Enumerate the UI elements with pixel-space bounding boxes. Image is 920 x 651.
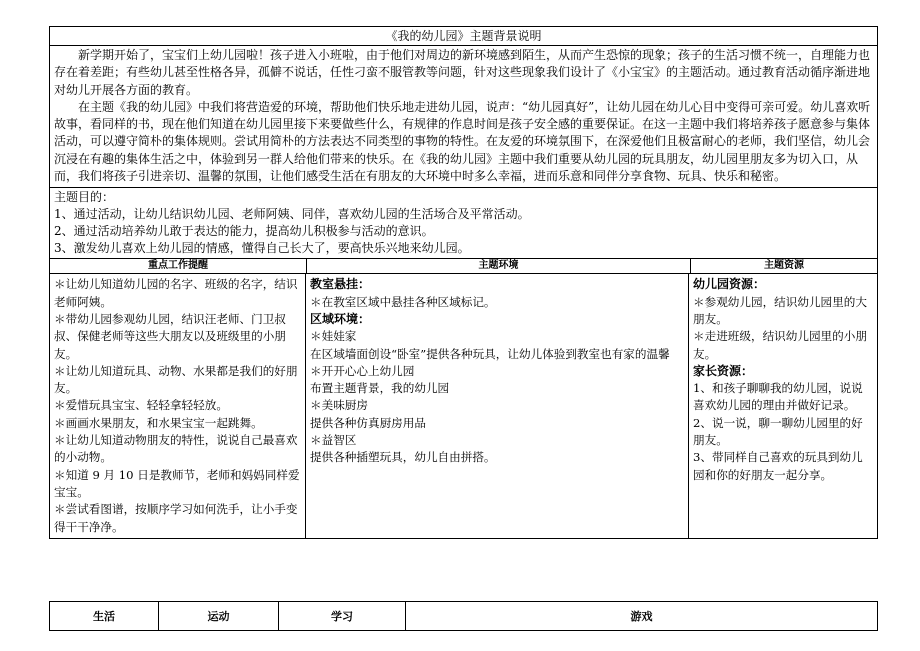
area-name: ＊娃娃家 [310, 329, 357, 344]
wall-item: ＊在教室区域中悬挂各种区域标记。 [310, 294, 496, 309]
area-heading: 区域环境： [310, 311, 371, 326]
area-desc: 提供各种插塑玩具，幼儿自由拼搭。 [310, 450, 496, 465]
resource-item: 2、说一说，聊一聊幼儿园里的好朋友。 [693, 415, 863, 448]
intro-paragraph-2: 在主题《我的幼儿园》中我们将营造爱的环境，帮助他们快乐地走进幼儿园，说声：“幼儿园真好”，让幼儿园在幼儿心目中变得可亲可爱。幼儿喜欢听故事，看同样的书，现在他们知道在幼儿园里接下来要做些什么，有规律的作息时间是孩子安全感的重要保证。在这一主题中我们将培养孩子愿意参与集体活动，可以遵守简朴的集体规则。尝试用简朴的方法表达不同类型的事物的特性。在友爱的环境氛围下，在深爱他们且极富耐心的老师，我们坚信，幼儿会沉浸在有趣的集体生活之中，体验到另一群人给他们带来的快乐。在《我的幼儿园》主题中我们重要从幼儿园的玩具朋友，幼儿园里朋友多为切入口，从而，我们将孩子引进亲切、温馨的氛围，让他们感受生活在有朋友的大环境中时多么幸福，进而乐意和同伴分享食物、玩具、快乐和秘密。 [54, 99, 871, 184]
reminder-item: ＊让幼儿知道玩具、动物、水果都是我们的好朋友。 [54, 363, 298, 396]
resource-item: 1、和孩子聊聊我的幼儿园，说说喜欢幼儿园的理由并做好记录。 [693, 381, 863, 413]
header-key-reminders: 重点工作提醒 [50, 259, 307, 273]
theme-resources-column [689, 274, 877, 538]
area-name: ＊开开心心上幼儿园 [310, 363, 415, 378]
goals-section [50, 188, 877, 259]
reminder-item: ＊爱惜玩具宝宝、轻轻拿轻轻放。 [54, 398, 228, 413]
parent-resources-heading: 家长资源： [693, 363, 754, 378]
reminder-item: ＊带幼儿园参观幼儿园，结识汪老师、门卫叔叔、保健老师等这些大朋友以及班级里的小朋友。 [54, 311, 286, 361]
header-theme-resources: 主题资源 [764, 260, 804, 272]
kindergarten-resources-heading: 幼儿园资源： [693, 277, 766, 292]
reminder-item: ＊画画水果朋友，和水果宝宝一起跳舞。 [54, 415, 263, 430]
goal-item-1: 1、通过活动，让幼儿结识幼儿园、老师阿姨、同伴，喜欢幼儿园的生活场合及平常活动。 [54, 207, 530, 222]
header-theme-environment: 主题环境 [307, 259, 691, 273]
activity-header-table [49, 601, 878, 631]
reminder-item: ＊尝试看图谱，按顺序学习如何洗手，让小手变得干干净净。 [54, 502, 298, 534]
key-reminders-column [50, 274, 306, 538]
resource-item: 3、带同样自己喜欢的玩具到幼儿园和你的好朋友一起分享。 [693, 450, 863, 482]
area-desc: 提供各种仿真厨房用品 [310, 415, 426, 430]
column-body [50, 274, 877, 538]
goal-item-3: 3、激发幼儿喜欢上幼儿园的情感，懂得自己长大了，要高快乐兴地来幼儿园。 [54, 241, 470, 256]
column-headers [50, 259, 877, 274]
header-sports: 运动 [159, 602, 279, 630]
area-desc: 在区域墙面创设“卧室”提供各种玩具，让幼儿体验到教室也有家的温馨 [310, 346, 670, 361]
goals-heading: 主题目的： [54, 190, 115, 205]
header-life: 生活 [50, 602, 159, 630]
area-name: ＊美味厨房 [310, 398, 368, 413]
goal-item-2: 2、通过活动培养幼儿敢于表达的能力，提高幼儿积极参与活动的意识。 [54, 224, 434, 239]
theme-environment-column [306, 274, 689, 538]
header-learning: 学习 [279, 602, 406, 630]
intro-paragraph-1: 新学期开始了，宝宝们上幼儿园啦！孩子进入小班啦，由于他们对周边的新环境感到陌生，从而产生恐惊的现象；孩子的生活习惯不统一，自理能力也存在着差距；有些幼儿甚至性格各异，孤僻不说话，任性刁蛮不服管教等问题，针对这些现象我们设计了《小宝宝》的主题活动。通过教育活动循序渐进地对幼儿开展各方面的教育。 [54, 48, 871, 97]
resource-item: ＊走进班级，结识幼儿园里的小朋友。 [693, 329, 867, 361]
intro-section [50, 46, 877, 188]
theme-sheet [49, 26, 878, 539]
header-games: 游戏 [630, 610, 653, 623]
reminder-item: ＊让幼儿知道幼儿园的名字、班级的名字，结识老师阿姨。 [54, 277, 298, 309]
reminder-item: ＊知道 9 月 10 日是教师节，老师和妈妈同样爱宝宝。 [54, 467, 300, 499]
area-name: ＊益智区 [310, 433, 357, 448]
wall-heading: 教室悬挂： [310, 277, 371, 292]
resource-item: ＊参观幼儿园，结识幼儿园里的大朋友。 [693, 294, 867, 326]
sheet-title: 《我的幼儿园》主题背景说明 [50, 27, 877, 46]
reminder-item: ＊让幼儿知道动物朋友的特性，说说自己最喜欢的小动物。 [54, 433, 298, 465]
area-desc: 布置主题背景，我的幼儿园 [310, 381, 450, 396]
